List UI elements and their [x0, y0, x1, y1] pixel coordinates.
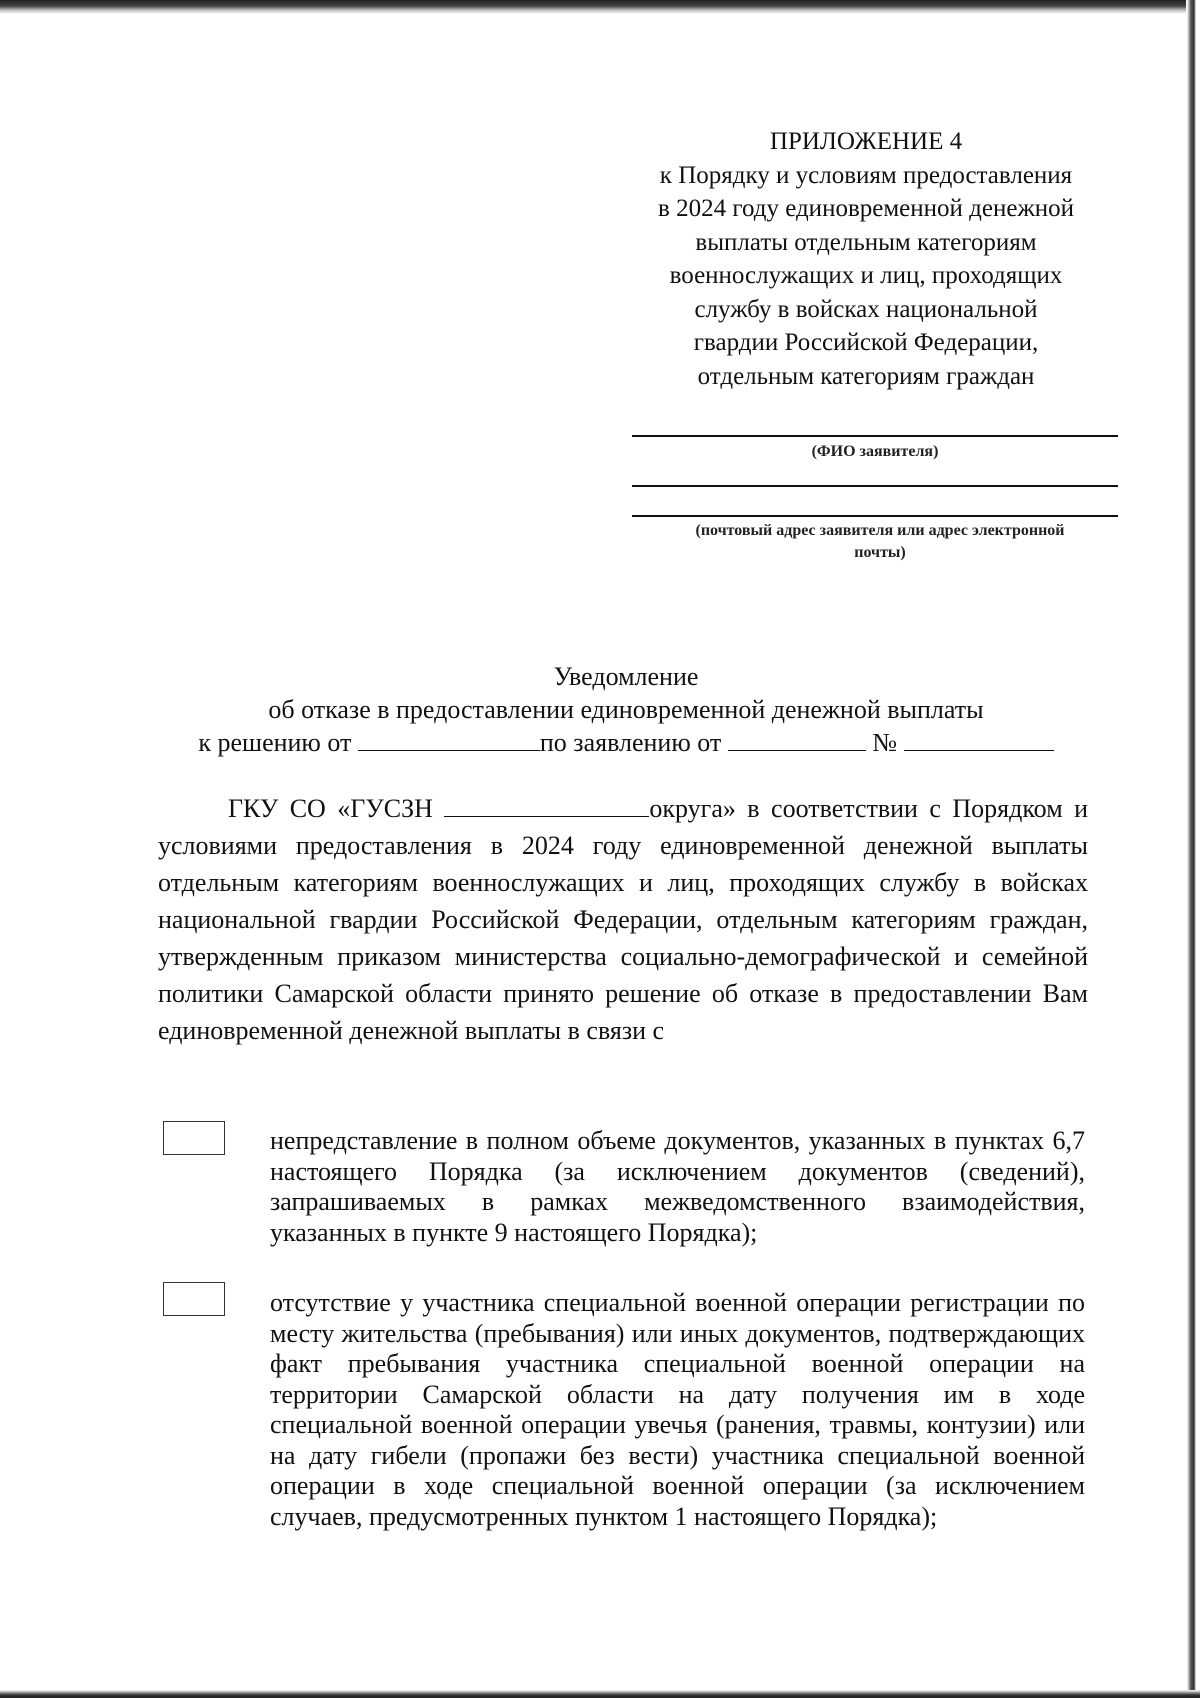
address-caption-line: почты): [854, 544, 906, 561]
appendix-line: военнослужащих и лиц, проходящих: [669, 262, 1063, 289]
applicant-name-caption: (ФИО заявителя): [811, 443, 939, 460]
appendix-title: ПРИЛОЖЕНИЕ 4: [769, 128, 963, 155]
appendix-line: гвардии Российской Федерации,: [693, 329, 1039, 356]
scan-edge-bottom: [0, 1690, 1200, 1698]
notice-subtitle: об отказе в предоставлении единовременной денежной выплаты: [268, 695, 984, 724]
appendix-line: службу в войсках национальной: [694, 295, 1038, 323]
appendix-line: в 2024 году единовременной денежной: [658, 195, 1074, 222]
notice-title: Уведомление: [553, 662, 699, 691]
scan-edge-right: [1186, 0, 1200, 1698]
ref-decision-label: к решению от: [198, 728, 352, 757]
decision-date-field[interactable]: [358, 726, 540, 751]
body-text: округа» в соответствии с Порядком и условиями предоставления в 2024 году единовременной денежной выплаты отдельным категориям военнослужащих и лиц, проходящих службу в войсках национальной гвардии Российской Федерации, отдельным категориям граждан, утвержденным приказом министерства социально-демографической и семейной политики Самарской области принято решение об отказе в предоставлении Вам единовременной денежной выплаты в связи с: [158, 794, 1089, 1045]
ref-application-label: по заявлению от: [539, 728, 722, 757]
notice-reference: [150, 726, 1102, 759]
applicant-name-line[interactable]: [632, 435, 1118, 437]
option-text: отсутствие у участника специальной военной операции регистрации по месту жительства (пребывания) или иных документов, подтверждающих факт пребывания участника специальной военной операции на территории Самарской области на дату получения им в ходе специальной военной операции увечья (ранения, травмы, контузии) или на дату гибели (пропажи без вести) участника специальной военной операции в ходе специальной военной операции (за исключением случаев, предусмотренных пунктом 1 настоящего Порядка);: [270, 1288, 1085, 1531]
appendix-line: отдельным категориям граждан: [697, 362, 1035, 390]
applicant-address-line-2[interactable]: [632, 515, 1118, 517]
option-checkbox[interactable]: [163, 1282, 225, 1316]
option-text: непредставление в полном объеме документов, указанных в пунктах 6,7 настоящего Порядка (за исключением документов (сведений), запрашиваемых в рамках межведомственного взаимодействия, указанных в пункте 9 настоящего Порядка);: [270, 1126, 1085, 1247]
address-caption-line: (почтовый адрес заявителя или адрес электронной: [695, 522, 1065, 539]
scan-edge-top: [0, 0, 1200, 14]
appendix-line: выплаты отдельным категориям: [695, 228, 1037, 256]
appendix-header: [626, 125, 1106, 393]
district-name-field[interactable]: [444, 792, 649, 817]
applicant-address-line-1[interactable]: [632, 485, 1118, 487]
application-date-field[interactable]: [728, 726, 866, 751]
org-prefix: ГКУ СО «ГУСЗН: [228, 794, 433, 823]
application-number-field[interactable]: [904, 726, 1054, 751]
ref-number-label: №: [872, 728, 898, 757]
notice-heading: [150, 660, 1102, 759]
notice-body: [158, 790, 1088, 1049]
option-checkbox[interactable]: [163, 1121, 225, 1155]
applicant-address-caption: [640, 520, 1120, 564]
appendix-line: к Порядку и условиям предоставления: [659, 161, 1073, 189]
